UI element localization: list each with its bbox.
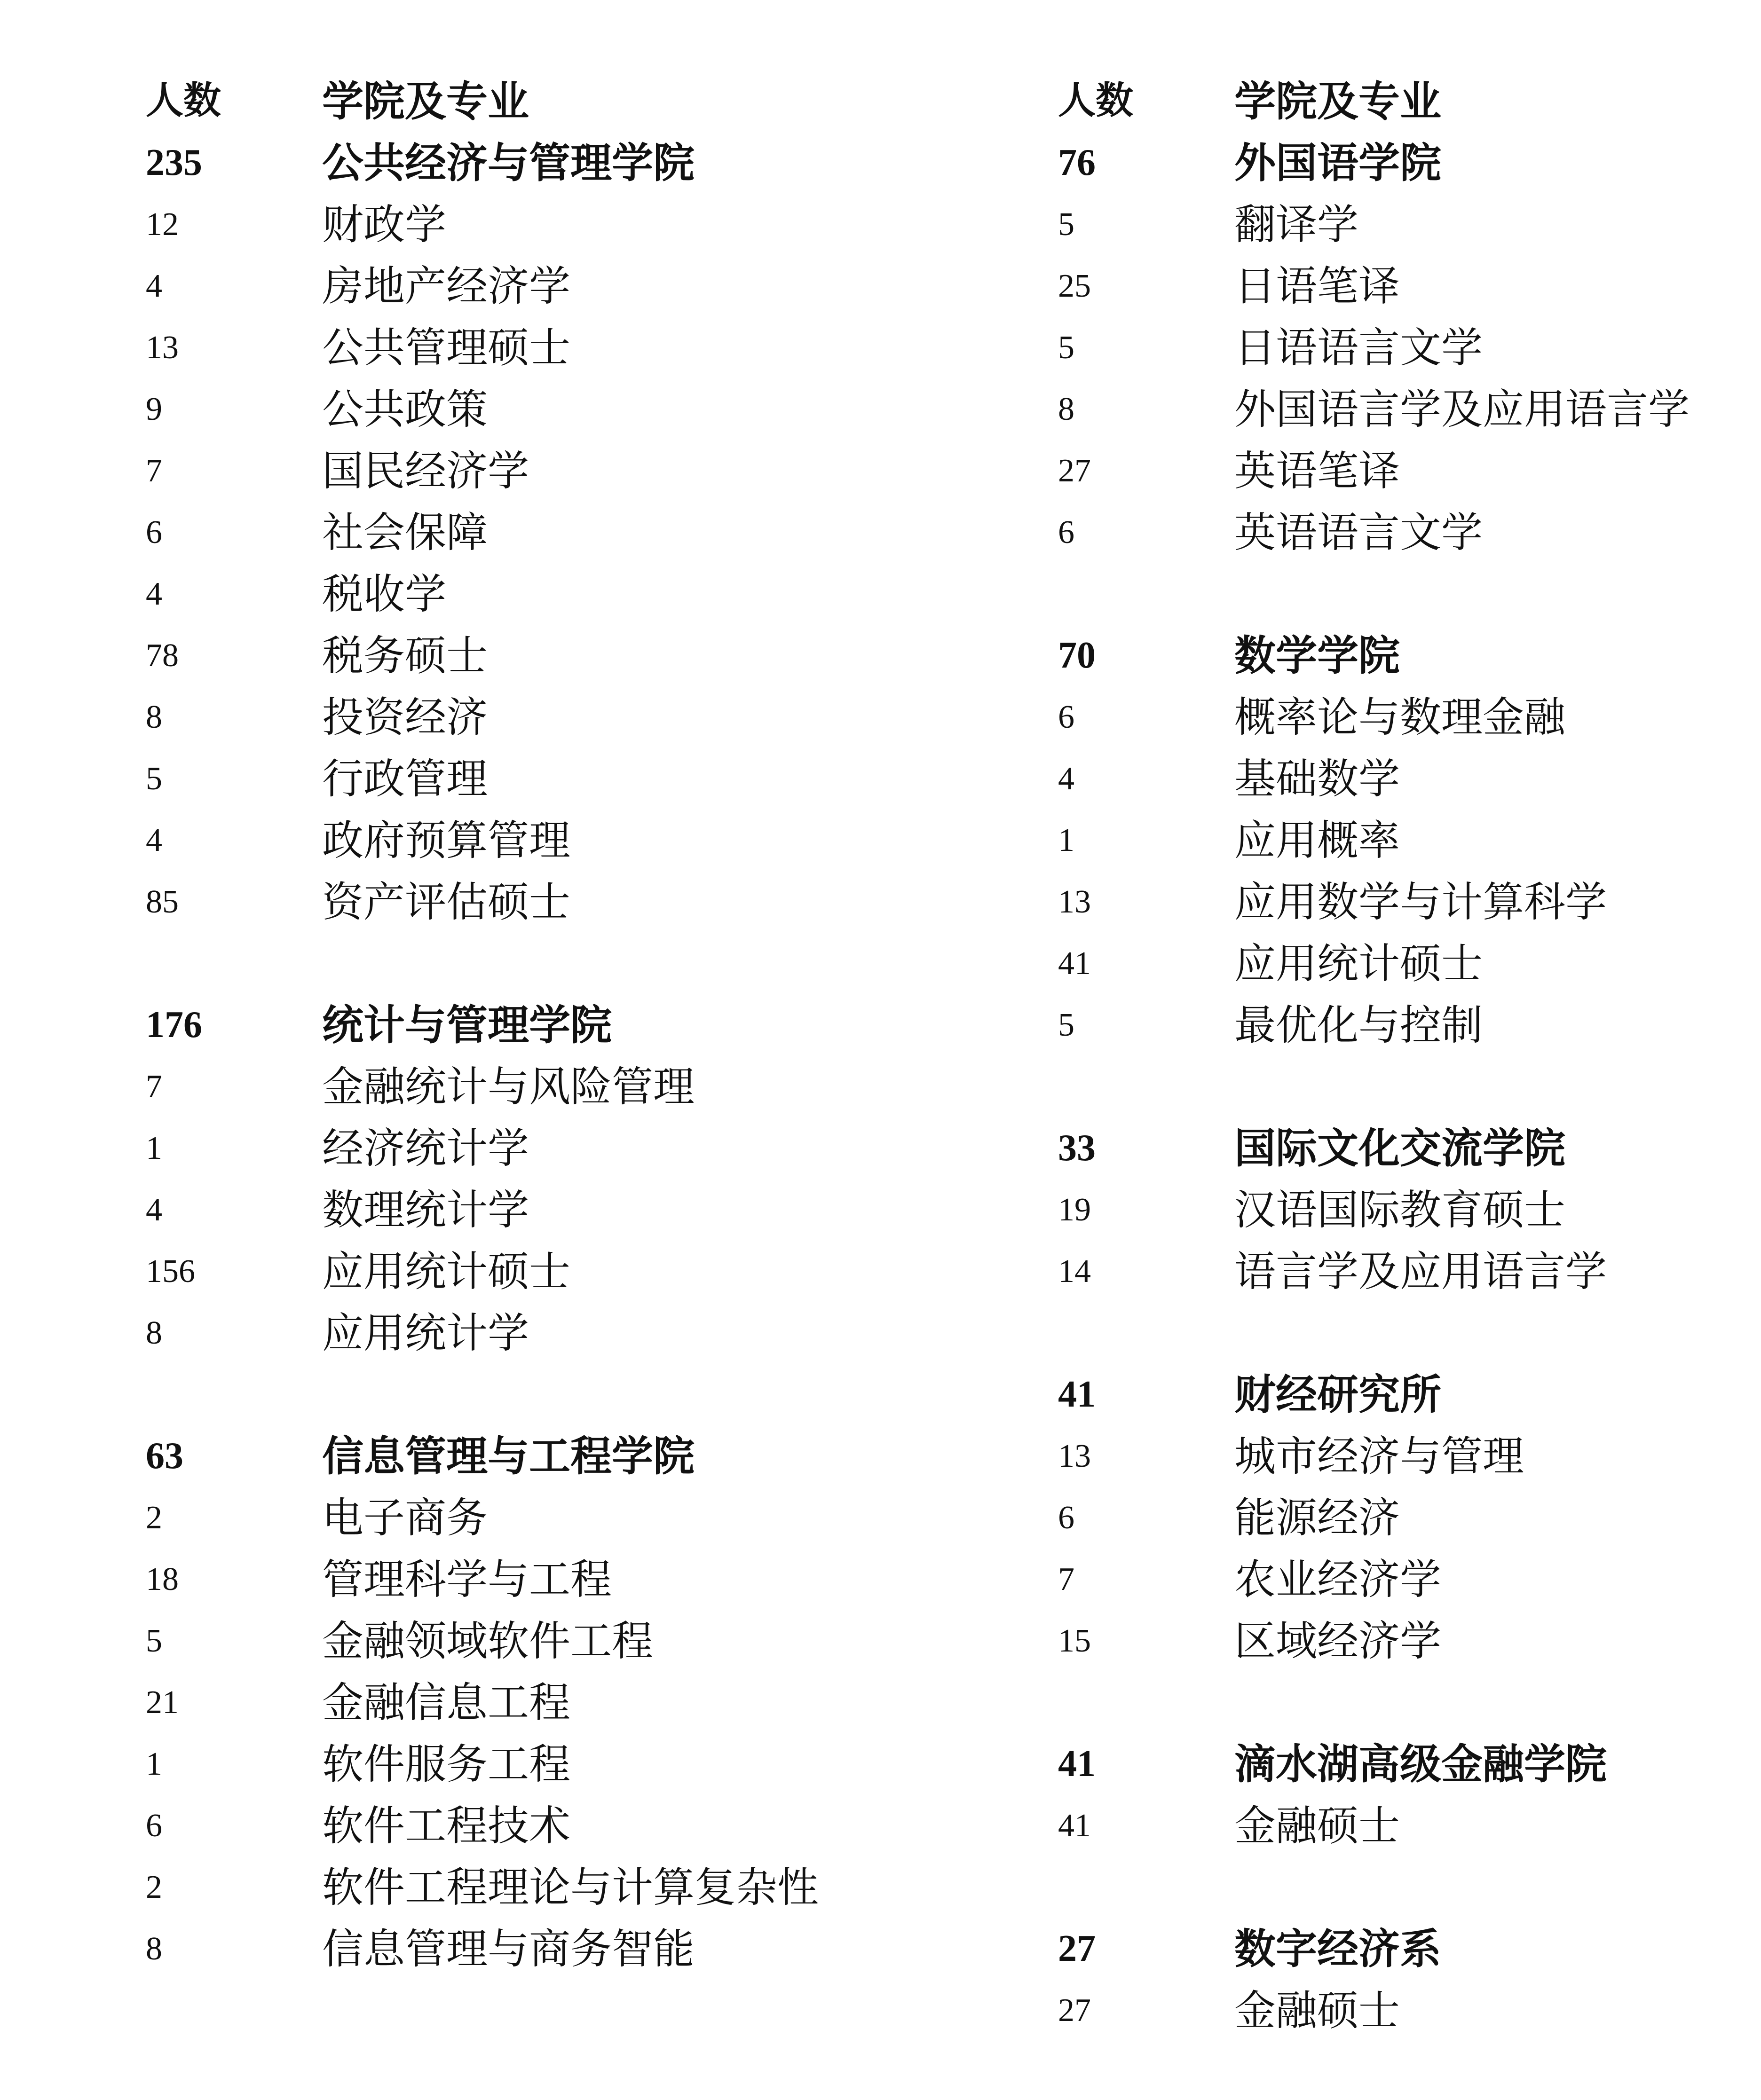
major-count: 13: [146, 330, 179, 366]
major-name: 应用统计学: [322, 1309, 529, 1357]
major-count: 15: [1058, 1623, 1091, 1659]
major-name: 软件工程理论与计算复杂性: [322, 1863, 819, 1911]
major-row: [146, 748, 819, 810]
major-row: [146, 1241, 819, 1302]
major-name: 社会保障: [322, 508, 488, 557]
school-name: 数字经济系: [1234, 1924, 1442, 1973]
major-count: 156: [146, 1253, 195, 1290]
major-name: 税收学: [322, 570, 447, 618]
major-name: 财政学: [322, 200, 447, 249]
major-row: [146, 1918, 819, 1980]
major-name: 软件服务工程: [322, 1740, 571, 1788]
major-name: 英语笔译: [1234, 447, 1400, 495]
major-row: [146, 1672, 819, 1733]
school-count: 70: [1058, 635, 1096, 676]
major-name: 最优化与控制: [1234, 1001, 1483, 1049]
major-count: 4: [146, 822, 162, 858]
major-row: [146, 1610, 819, 1672]
school-name: 统计与管理学院: [322, 1000, 612, 1049]
major-count: 9: [146, 391, 162, 427]
major-count: 5: [146, 1623, 162, 1659]
major-count: 13: [1058, 884, 1091, 920]
school-count: 41: [1058, 1743, 1096, 1785]
major-row: [1058, 1980, 1690, 2041]
major-row: [146, 378, 819, 440]
major-count: 6: [146, 514, 162, 551]
major-name: 外国语言学及应用语言学: [1234, 385, 1690, 433]
major-row: [1058, 255, 1690, 317]
major-name: 金融信息工程: [322, 1678, 571, 1727]
major-row: [146, 563, 819, 625]
major-count: 85: [146, 884, 179, 920]
count-header: 人数: [146, 80, 221, 122]
major-row: [1058, 810, 1690, 871]
major-count: 14: [1058, 1253, 1091, 1290]
major-row: [1058, 440, 1690, 502]
major-name: 金融硕士: [1234, 1801, 1400, 1850]
major-name: 管理科学与工程: [322, 1555, 612, 1604]
right-schools: [1058, 132, 1690, 2041]
major-name: 概率论与数理金融: [1234, 693, 1566, 741]
school-row: [146, 994, 819, 1056]
major-name: 应用统计硕士: [1234, 939, 1483, 988]
major-name: 城市经济与管理: [1234, 1432, 1524, 1480]
column-header: [1058, 71, 1690, 132]
major-name: 应用统计硕士: [322, 1247, 571, 1296]
major-name: 经济统计学: [322, 1124, 529, 1172]
major-row: [1058, 194, 1690, 255]
college-header: 学院及专业: [1234, 77, 1442, 126]
school-count: 27: [1058, 1928, 1096, 1969]
school-count: 33: [1058, 1127, 1096, 1169]
school-count: 76: [1058, 142, 1096, 183]
major-row: [146, 502, 819, 563]
major-row: [1058, 871, 1690, 933]
school-name: 信息管理与工程学院: [322, 1431, 695, 1480]
section-spacer: [1058, 1056, 1690, 1117]
major-name: 基础数学: [1234, 755, 1400, 803]
left-schools: [146, 132, 819, 1980]
major-name: 语言学及应用语言学: [1234, 1247, 1607, 1296]
major-count: 8: [146, 1315, 162, 1351]
major-name: 信息管理与商务智能: [322, 1925, 695, 1973]
major-row: [146, 1056, 819, 1117]
left-column: [146, 71, 819, 1980]
school-name: 外国语学院: [1234, 138, 1442, 187]
major-name: 政府预算管理: [322, 816, 571, 865]
major-count: 2: [146, 1869, 162, 1905]
major-row: [146, 194, 819, 255]
major-count: 4: [146, 576, 162, 612]
major-name: 能源经济: [1234, 1494, 1400, 1542]
school-row: [1058, 625, 1690, 686]
school-count: 63: [146, 1435, 183, 1477]
major-count: 27: [1058, 453, 1091, 489]
major-name: 应用数学与计算科学: [1234, 878, 1607, 926]
major-count: 18: [146, 1561, 179, 1597]
major-name: 电子商务: [322, 1494, 488, 1542]
count-header: 人数: [1058, 80, 1133, 122]
major-count: 13: [1058, 1438, 1091, 1474]
major-count: 4: [146, 1192, 162, 1228]
major-row: [146, 1302, 819, 1364]
major-count: 6: [1058, 514, 1074, 551]
major-name: 软件工程技术: [322, 1801, 571, 1850]
section-spacer: [1058, 563, 1690, 625]
major-count: 25: [1058, 268, 1091, 304]
major-count: 4: [1058, 761, 1074, 797]
school-row: [1058, 132, 1690, 194]
major-name: 公共政策: [322, 385, 488, 433]
major-row: [146, 255, 819, 317]
major-row: [146, 1795, 819, 1856]
major-name: 金融硕士: [1234, 1986, 1400, 2035]
major-count: 41: [1058, 1808, 1091, 1844]
major-name: 日语笔译: [1234, 262, 1400, 310]
school-count: 235: [146, 142, 202, 183]
section-spacer: [1058, 1856, 1690, 1918]
major-name: 数理统计学: [322, 1186, 529, 1234]
major-row: [1058, 1795, 1690, 1856]
major-row: [1058, 378, 1690, 440]
major-count: 5: [146, 761, 162, 797]
major-name: 日语语言文学: [1234, 323, 1483, 372]
major-count: 6: [146, 1808, 162, 1844]
major-count: 19: [1058, 1192, 1091, 1228]
school-name: 滴水湖高级金融学院: [1234, 1739, 1607, 1788]
major-count: 78: [146, 637, 179, 674]
major-count: 41: [1058, 945, 1091, 982]
major-row: [1058, 1549, 1690, 1610]
major-name: 房地产经济学: [322, 262, 571, 310]
major-count: 2: [146, 1500, 162, 1536]
major-name: 汉语国际教育硕士: [1234, 1186, 1566, 1234]
major-count: 1: [1058, 822, 1074, 858]
school-row: [1058, 1733, 1690, 1795]
school-name: 公共经济与管理学院: [322, 138, 695, 187]
major-row: [1058, 748, 1690, 810]
major-count: 8: [146, 699, 162, 735]
major-name: 农业经济学: [1234, 1555, 1442, 1604]
major-name: 投资经济: [322, 693, 488, 741]
major-row: [146, 625, 819, 686]
major-row: [1058, 933, 1690, 994]
school-count: 176: [146, 1004, 202, 1046]
major-row: [146, 317, 819, 378]
major-count: 4: [146, 268, 162, 304]
major-count: 1: [146, 1130, 162, 1166]
major-count: 5: [1058, 1007, 1074, 1043]
major-row: [1058, 1425, 1690, 1487]
major-row: [1058, 1241, 1690, 1302]
major-count: 5: [1058, 206, 1074, 243]
major-row: [1058, 686, 1690, 748]
college-header: 学院及专业: [322, 77, 529, 126]
school-count: 41: [1058, 1374, 1096, 1415]
school-row: [1058, 1117, 1690, 1179]
major-count: 7: [146, 453, 162, 489]
major-row: [1058, 317, 1690, 378]
major-row: [146, 871, 819, 933]
major-row: [146, 440, 819, 502]
section-spacer: [1058, 1302, 1690, 1364]
section-spacer: [1058, 1672, 1690, 1733]
major-name: 国民经济学: [322, 447, 529, 495]
major-count: 6: [1058, 699, 1074, 735]
major-row: [146, 1487, 819, 1549]
school-row: [1058, 1918, 1690, 1980]
major-name: 公共管理硕士: [322, 323, 571, 372]
major-row: [1058, 994, 1690, 1056]
major-row: [1058, 1487, 1690, 1549]
major-row: [146, 686, 819, 748]
major-count: 5: [1058, 330, 1074, 366]
major-name: 区域经济学: [1234, 1617, 1442, 1665]
section-spacer: [146, 1364, 819, 1425]
major-count: 8: [1058, 391, 1074, 427]
school-name: 财经研究所: [1234, 1370, 1442, 1419]
major-row: [146, 1549, 819, 1610]
major-count: 1: [146, 1746, 162, 1782]
section-spacer: [146, 933, 819, 994]
major-row: [146, 1179, 819, 1241]
major-name: 英语语言文学: [1234, 508, 1483, 557]
column-header: [146, 71, 819, 132]
school-name: 国际文化交流学院: [1234, 1124, 1566, 1172]
major-count: 7: [1058, 1561, 1074, 1597]
major-row: [146, 1117, 819, 1179]
major-row: [146, 810, 819, 871]
major-name: 税务硕士: [322, 631, 488, 680]
major-name: 金融统计与风险管理: [322, 1062, 695, 1111]
major-row: [1058, 502, 1690, 563]
major-count: 12: [146, 206, 179, 243]
school-row: [1058, 1364, 1690, 1425]
major-count: 6: [1058, 1500, 1074, 1536]
major-count: 27: [1058, 1992, 1091, 2029]
major-name: 翻译学: [1234, 200, 1359, 249]
major-row: [146, 1856, 819, 1918]
major-name: 应用概率: [1234, 816, 1400, 865]
major-name: 资产评估硕士: [322, 878, 571, 926]
school-name: 数学学院: [1234, 631, 1400, 680]
major-name: 行政管理: [322, 755, 488, 803]
school-row: [146, 132, 819, 194]
major-count: 21: [146, 1684, 179, 1721]
school-row: [146, 1425, 819, 1487]
major-row: [1058, 1610, 1690, 1672]
major-name: 金融领域软件工程: [322, 1617, 654, 1665]
major-row: [1058, 1179, 1690, 1241]
major-count: 8: [146, 1931, 162, 1967]
major-row: [146, 1733, 819, 1795]
right-column: [1058, 71, 1690, 2041]
major-count: 7: [146, 1069, 162, 1105]
